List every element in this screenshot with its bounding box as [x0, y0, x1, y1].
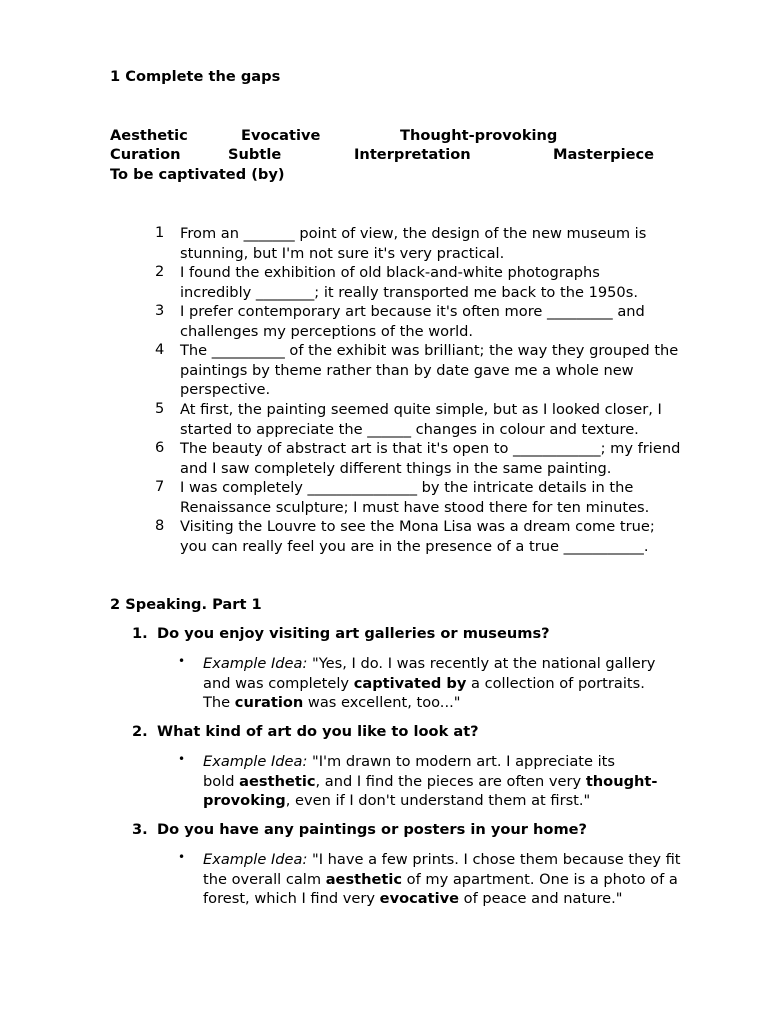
word-curation: Curation: [110, 146, 181, 163]
keyword: evocative: [379, 890, 459, 907]
item-text-line: stunning, but I'm not sure it's very practical.: [180, 244, 505, 262]
section-2-title: 2 Speaking. Part 1: [110, 596, 262, 613]
keyword: aesthetic: [325, 870, 403, 888]
item-number: 8: [155, 517, 165, 534]
item-number: 4: [155, 341, 165, 358]
item-text-line: and I saw completely different things in the same painting.: [180, 459, 612, 477]
bullet-icon: •: [178, 752, 186, 766]
example-text: and was completely: [203, 674, 354, 692]
keyword: provoking: [203, 792, 286, 809]
word-evocative: Evocative: [241, 127, 321, 144]
item-text-line: I was completely _______________ by the intricate details in the: [180, 479, 634, 496]
item-text-line: challenges my perceptions of the world.: [180, 322, 474, 340]
example-text: bold: [203, 772, 240, 790]
item-text-line: incredibly ________; it really transported me back to the 1950s.: [180, 283, 638, 301]
item-number: 1: [155, 224, 165, 241]
example-text: forest, which I find very: [203, 890, 380, 907]
keyword: captivated by: [353, 674, 467, 692]
example-text: the overall calm: [203, 870, 326, 888]
item-text-line: I prefer contemporary art because it's often more _________ and: [180, 303, 645, 320]
word-masterpiece: Masterpiece: [553, 146, 655, 163]
section-1-title: 1 Complete the gaps: [110, 68, 281, 85]
item-text-line: At first, the painting seemed quite simple, but as I looked closer, I: [180, 401, 662, 418]
keyword: aesthetic: [239, 772, 316, 790]
word-interpretation: Interpretation: [354, 146, 471, 163]
example-label: Example Idea:: [203, 851, 308, 868]
word-subtle: Subtle: [228, 146, 282, 163]
item-number: 2: [155, 263, 165, 280]
question-text: Do you enjoy visiting art galleries or museums?: [157, 625, 550, 642]
question-number: 2.: [132, 723, 148, 740]
item-text-line: you can really feel you are in the presence of a true ___________.: [180, 537, 649, 555]
item-number: 5: [155, 400, 165, 417]
example-text: a collection of portraits.: [466, 674, 645, 692]
question-text: Do you have any paintings or posters in your home?: [157, 821, 588, 838]
word-aesthetic: Aesthetic: [110, 127, 188, 144]
word-captivated: To be captivated (by): [110, 166, 285, 183]
item-number: 6: [155, 439, 165, 456]
example-text: , even if I don't understand them at first.": [285, 792, 591, 809]
example-text: "Yes, I do. I was recently at the national gallery: [307, 655, 656, 672]
keyword: thought-: [585, 772, 658, 790]
item-text-line: paintings by theme rather than by date gave me a whole new: [180, 361, 634, 379]
item-text-line: started to appreciate the ______ changes in colour and texture.: [180, 420, 639, 438]
question-number: 3.: [132, 821, 148, 838]
item-text-line: From an _______ point of view, the design of the new museum is: [180, 225, 647, 242]
item-number: 3: [155, 302, 165, 319]
item-text-line: perspective.: [180, 381, 271, 398]
item-text-line: The __________ of the exhibit was brilliant; the way they grouped the: [180, 342, 679, 359]
word-thought-provoking: Thought-provoking: [400, 127, 558, 144]
example-text: The: [203, 694, 235, 711]
keyword: curation: [234, 694, 304, 711]
question-text: What kind of art do you like to look at?: [157, 723, 479, 740]
item-number: 7: [155, 478, 165, 495]
item-text-line: The beauty of abstract art is that it's open to ____________; my friend: [180, 440, 681, 457]
example-text: "I'm drawn to modern art. I appreciate its: [307, 753, 615, 770]
item-text-line: I found the exhibition of old black-and-white photographs: [180, 264, 600, 281]
example-text: was excellent, too...": [303, 694, 461, 711]
example-label: Example Idea:: [203, 655, 308, 672]
example-label: Example Idea:: [203, 753, 308, 770]
example-text: of peace and nature.": [459, 890, 623, 907]
bullet-icon: •: [178, 850, 186, 864]
bullet-icon: •: [178, 654, 186, 668]
example-text: of my apartment. One is a photo of a: [402, 870, 678, 888]
example-text: , and I find the pieces are often very: [315, 772, 586, 790]
example-text: "I have a few prints. I chose them because they fit: [307, 851, 681, 868]
question-number: 1.: [132, 625, 148, 642]
item-text-line: Visiting the Louvre to see the Mona Lisa was a dream come true;: [180, 518, 655, 535]
item-text-line: Renaissance sculpture; I must have stood there for ten minutes.: [180, 498, 650, 516]
